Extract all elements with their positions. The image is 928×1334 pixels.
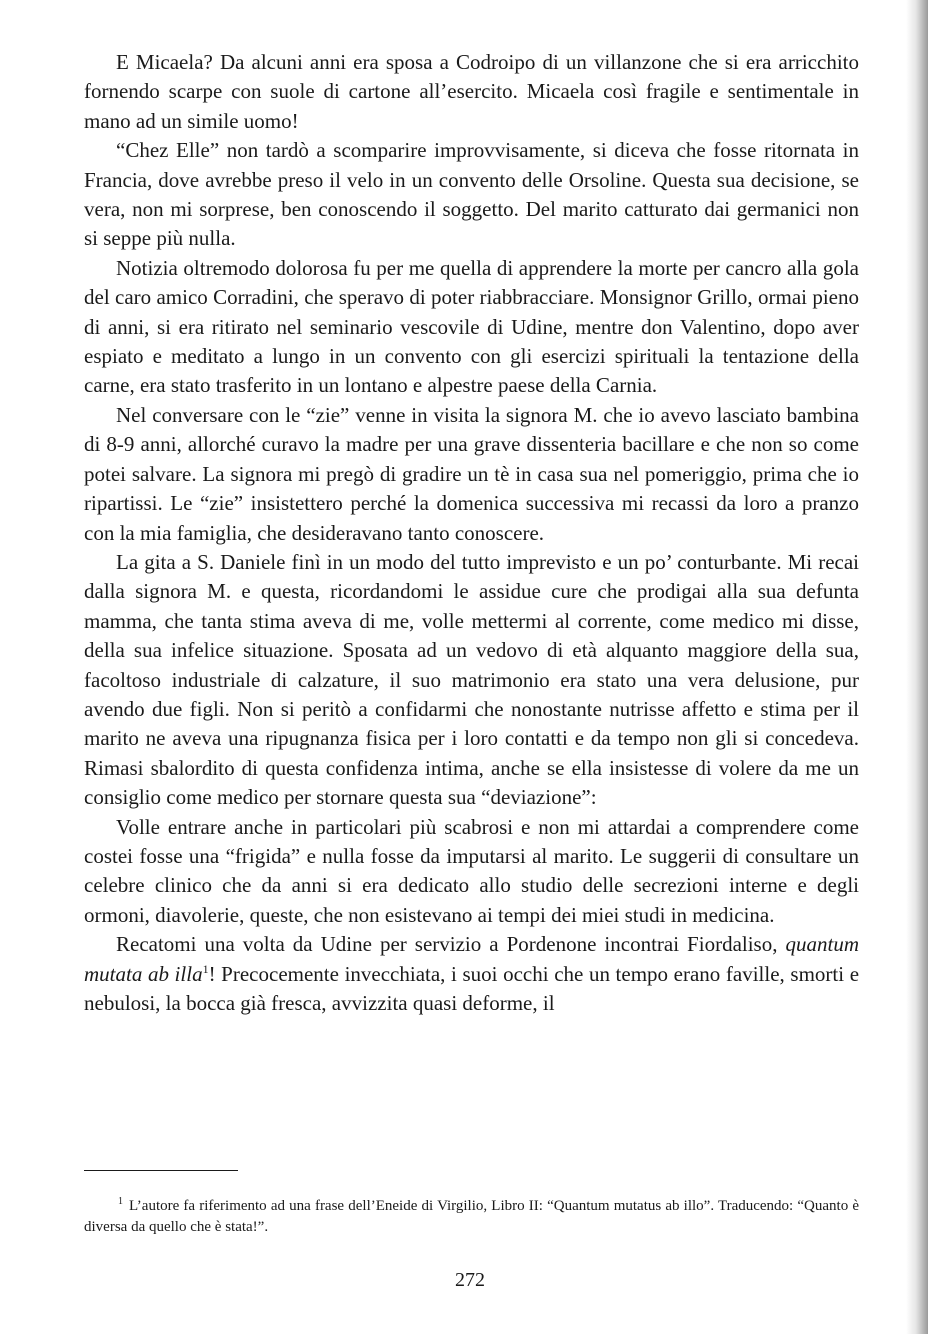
paragraph-1: E Micaela? Da alcuni anni era sposa a Codroipo di un villanzone che si era arricchito fornendo scarpe con suole di cartone all’esercito. Micaela così fragile e sentimentale in mano ad un simile uomo! — [84, 50, 859, 133]
paragraph-6: Volle entrare anche in particolari più scabrosi e non mi attardai a comprendere come costei fosse una “frigida” e nulla fosse da imputarsi al marito. Le suggerii di consultare un celebre clinico che da anni si era dedicato allo studio delle secrezioni interne e degli ormoni, diavolerie, queste, che non esistevano ai tempi dei miei studi in medicina. — [84, 814, 859, 927]
paragraph-3: Notizia oltremodo dolorosa fu per me quella di apprendere la morte per cancro alla gola del caro amico Corradini, che speravo di poter riabbracciare. Monsignor Grillo, ormai pieno di anni, si era ritirato nel seminario vescovile di Udine, mentre don Valentino, dopo aver espiato e meditato a lungo in un convento con gli esercizi spirituali la tentazione della carne, era stato trasferito in un lontano e alpestre paese della Carnia. — [84, 255, 859, 398]
main-text — [84, 48, 859, 1018]
footnote-text: L’autore fa riferimento ad una frase dell’Eneide di Virgilio, Libro II: “Quantum mutatus ab illo”. Traducendo: “Quanto è diversa da quello che è stata!”. — [84, 1198, 859, 1235]
footnote-number: 1 — [118, 1196, 123, 1207]
paragraph-4: Nel conversare con le “zie” venne in visita la signora M. che io avevo lasciato bambina di 8-9 anni, allorché curavo la madre per una grave dissenteria bacillare e che non so come potei salvare. La signora mi pregò di gradire un tè in casa sua nel pomeriggio, prima che io ripartissi. Le “zie” insistettero perché la domenica successiva mi recassi da loro a pranzo con la mia famiglia, che desideravano tanto conoscere. — [84, 402, 859, 545]
paragraph-7-end: ! Precocemente invecchiata, i suoi occhi che un tempo erano faville, smorti e nebulosi, la bocca già fresca, avvizzita quasi deforme, il — [84, 961, 860, 1015]
paragraph-7 — [84, 930, 859, 1018]
page-number: 272 — [455, 1269, 485, 1291]
footnote-reference[interactable]: 1 — [202, 961, 209, 976]
latin-quote: quantum mutata ab illa — [84, 932, 859, 986]
paragraph-5: La gita a S. Daniele finì in un modo del tutto imprevisto e un po’ conturbante. Mi recai dalla signora M. e questa, ricordandomi le assidue cure che prodigai alla sua defunta mamma, che tanta stima aveva di me, volle mettermi al corrente, come medico mi disse, della sua infelice situazione. Sposata ad un vedovo di età alquanto maggiore della sua, facoltoso industriale di calzature, il suo matrimonio era stato una vera delusione, pur avendo due figli. Non si peritò a confidarmi che nonostante nutrisse affetto e stima per il marito ne aveva una ripugnanza fisica per i loro contatti e da tempo non gli si concedeva. Rimasi sbalordito di questa confidenza intima, anche se ella insistesse di volere da me un consiglio come medico per stornare questa sua “deviazione”: — [84, 549, 859, 810]
footnote-divider — [84, 1170, 238, 1171]
paragraph-2: “Chez Elle” non tardò a scomparire improvvisamente, si diceva che fosse ritornata in Francia, dove avrebbe preso il velo in un convento delle Orsoline. Questa sua decisione, se vera, non mi sorprese, ben conoscendo il soggetto. Del marito catturato dai germanici non si seppe più nulla. — [84, 138, 859, 251]
page-edge-shadow — [906, 0, 928, 1334]
paragraph-7-start: Recatomi una volta da Udine per servizio a Pordenone incontrai Fiordaliso, — [116, 932, 786, 957]
footnote — [84, 1196, 859, 1238]
